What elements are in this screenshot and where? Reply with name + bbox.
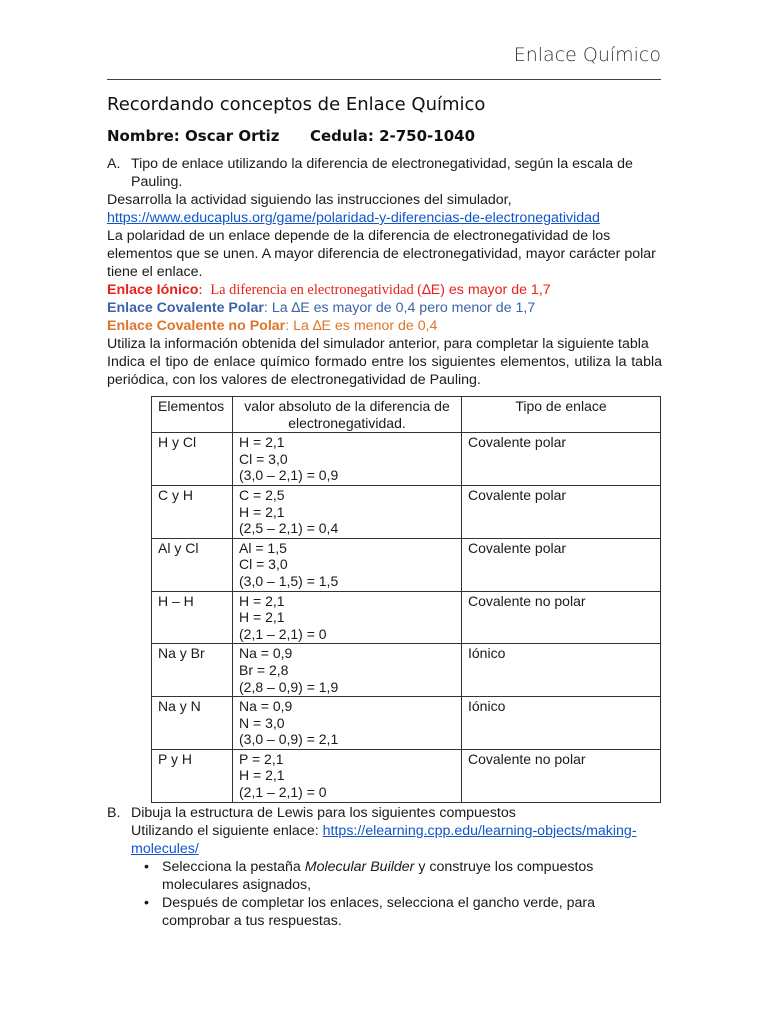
difference-line: Br = 2,8 — [239, 661, 289, 678]
ionico-definition — [107, 281, 662, 299]
nopolar-desc: La ∆E es menor de 0,4 — [293, 318, 438, 334]
student-name: Nombre: Oscar Ortiz — [107, 127, 280, 145]
difference-line: Na = 0,9 — [239, 645, 293, 662]
polar-definition — [107, 299, 662, 317]
difference-line: H = 2,1 — [239, 503, 285, 520]
cell-difference — [233, 485, 462, 538]
table-row — [152, 433, 661, 486]
section-b-heading: Dibuja la estructura de Lewis para los siguientes compuestos — [131, 805, 516, 821]
section-a-intro: La polaridad de un enlace depende de la diferencia de electronegatividad de los elementos que se unen. A mayor diferencia de electronegatividad, mayor carácter polar tiene el enlace. — [107, 228, 656, 280]
cell-elements: P y H — [152, 749, 233, 802]
table-row — [152, 749, 661, 802]
difference-line: N = 3,0 — [239, 714, 285, 731]
table-row — [152, 485, 661, 538]
difference-line: C = 2,5 — [239, 486, 285, 503]
cell-difference — [233, 433, 462, 486]
cell-elements: H y Cl — [152, 433, 233, 486]
section-b-bullets — [107, 858, 662, 930]
cell-elements: Al y Cl — [152, 538, 233, 591]
bullet-icon: • — [144, 859, 149, 875]
section-b-marker: B. — [107, 805, 121, 821]
table-header-row — [152, 397, 661, 433]
difference-line: H = 2,1 — [239, 434, 285, 451]
difference-line: H = 2,1 — [239, 592, 285, 609]
section-b-link-intro: Utilizando el siguiente enlace: — [131, 823, 323, 839]
difference-line: H = 2,1 — [239, 609, 285, 626]
cell-difference — [233, 697, 462, 750]
cell-difference — [233, 749, 462, 802]
cell-bond-type: Covalente no polar — [462, 749, 661, 802]
list-item: • Selecciona la pestaña Molecular Builder y construye los compuestos moleculares asignados, — [131, 858, 662, 894]
bullet-icon: • — [144, 895, 149, 911]
nopolar-label: Enlace Covalente no Polar — [107, 318, 286, 334]
table-header-bond-type: Tipo de enlace — [462, 397, 661, 433]
use-info-text: Utiliza la información obtenida del simulador anterior, para completar la siguiente tabla — [107, 336, 649, 352]
cell-elements: H – H — [152, 591, 233, 644]
section-a-heading: Tipo de enlace utilizando la diferencia de electronegatividad, según la escala de Pauling. — [131, 156, 633, 190]
difference-line: (2,8 – 0,9) = 1,9 — [239, 678, 339, 695]
cell-difference — [233, 538, 462, 591]
cell-difference — [233, 644, 462, 697]
ionico-sep: : — [198, 282, 203, 298]
cell-bond-type: Iónico — [462, 644, 661, 697]
difference-line: (2,1 – 2,1) = 0 — [239, 784, 327, 801]
electronegativity-table — [151, 396, 661, 803]
difference-line: Cl = 3,0 — [239, 556, 288, 573]
section-b-link-line — [107, 822, 662, 858]
cell-difference — [233, 591, 462, 644]
cell-elements: Na y Br — [152, 644, 233, 697]
cell-elements: Na y N — [152, 697, 233, 750]
table-row — [152, 644, 661, 697]
student-info — [107, 127, 476, 145]
ionico-desc-part1: La diferencia en electronegatividad ( — [210, 282, 423, 298]
polar-desc: La ∆E es mayor de 0,4 pero menor de 1,7 — [271, 300, 536, 316]
molecules-link[interactable]: https://elearning.cpp.edu/learning-objects/making-molecules/ — [131, 823, 637, 857]
header-divider — [107, 79, 661, 80]
table-row — [152, 697, 661, 750]
table-header-elements: Elementos — [152, 397, 233, 433]
section-a-marker: A. — [107, 156, 121, 172]
nopolar-definition — [107, 317, 662, 335]
cell-elements: C y H — [152, 485, 233, 538]
student-cedula: Cedula: 2-750-1040 — [310, 127, 476, 145]
difference-line: (3,0 – 2,1) = 0,9 — [239, 467, 339, 484]
ionico-desc-part2: ∆E) es mayor de 1,7 — [422, 282, 551, 298]
simulator-link[interactable]: https://www.educaplus.org/game/polaridad-y-diferencias-de-electronegatividad — [107, 210, 600, 226]
cell-bond-type: Covalente polar — [462, 485, 661, 538]
section-a-instructions: Desarrolla la actividad siguiendo las instrucciones del simulador, — [107, 192, 512, 208]
difference-line: Cl = 3,0 — [239, 450, 288, 467]
difference-line: Al = 1,5 — [239, 539, 287, 556]
table-row — [152, 538, 661, 591]
list-item: • Después de completar los enlaces, selecciona el gancho verde, para comprobar a tus respuestas. — [131, 894, 662, 930]
section-b — [107, 804, 662, 930]
cell-bond-type: Covalente polar — [462, 538, 661, 591]
cell-bond-type: Iónico — [462, 697, 661, 750]
cell-bond-type: Covalente polar — [462, 433, 661, 486]
polar-label: Enlace Covalente Polar — [107, 300, 264, 316]
document-title: Recordando conceptos de Enlace Químico — [107, 94, 486, 115]
table-header-difference: valor absoluto de la diferencia de electronegatividad. — [233, 397, 462, 433]
cell-bond-type: Covalente no polar — [462, 591, 661, 644]
difference-line: (2,5 – 2,1) = 0,4 — [239, 520, 339, 537]
polar-sep: : — [263, 300, 268, 316]
difference-line: (3,0 – 0,9) = 2,1 — [239, 731, 339, 748]
table-row — [152, 591, 661, 644]
section-a — [107, 155, 662, 389]
difference-line: H = 2,1 — [239, 767, 285, 784]
difference-line: Na = 0,9 — [239, 698, 293, 715]
difference-line: (2,1 – 2,1) = 0 — [239, 625, 327, 642]
table-body — [152, 433, 661, 802]
difference-line: (3,0 – 1,5) = 1,5 — [239, 572, 339, 589]
difference-line: P = 2,1 — [239, 750, 284, 767]
header-title: Enlace Químico — [513, 44, 661, 66]
indicate-text: Indica el tipo de enlace químico formado entre los siguientes elementos, utiliza la tabla periódica, con los valores de electronegatividad de Pauling. — [107, 354, 662, 388]
nopolar-sep: : — [285, 318, 290, 334]
ionico-label: Enlace Iónico — [107, 282, 199, 298]
